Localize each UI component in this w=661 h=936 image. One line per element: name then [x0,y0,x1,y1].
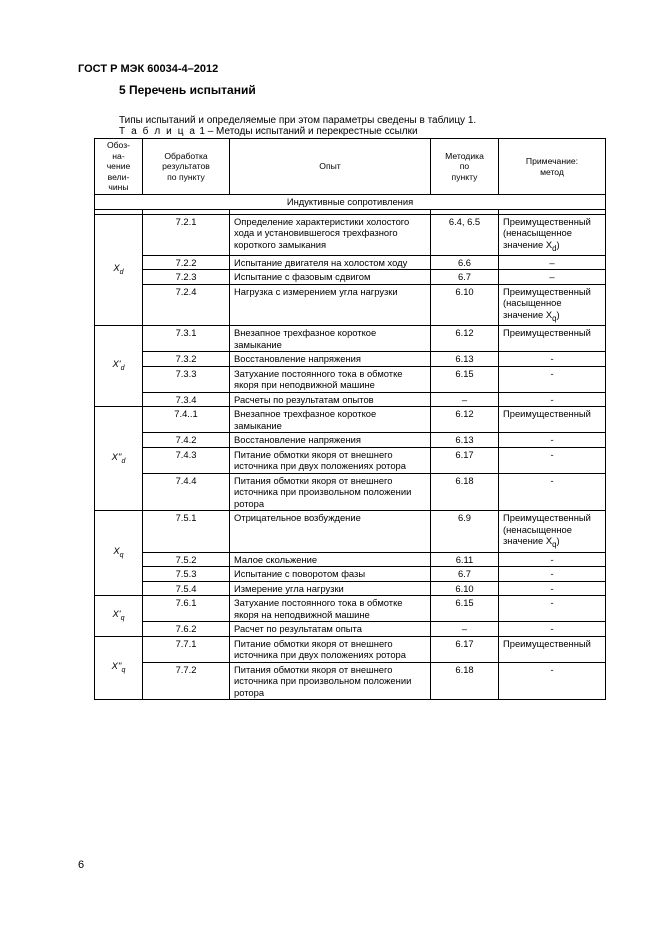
symbol-cell [95,407,143,511]
processing-cell: 7.2.2 [143,255,230,270]
processing-cell: 7.4..1 [143,407,230,433]
symbol-cell [95,326,143,407]
note-cell: - [499,622,606,637]
table-row [95,473,606,511]
document-header: ГОСТ Р МЭК 60034-4–2012 [78,63,219,75]
method-cell: 6.11 [431,552,499,567]
processing-cell: 7.2.3 [143,270,230,285]
tests-table [94,138,606,700]
method-cell: 6.4, 6.5 [431,214,499,255]
processing-cell: 7.4.2 [143,433,230,448]
note-cell: - [499,567,606,582]
note-cell: - [499,433,606,448]
note-cell: - [499,596,606,622]
page-number: 6 [78,859,85,871]
method-cell: 6.15 [431,366,499,392]
note-cell: Преимущественный [499,636,606,662]
method-cell: 6.17 [431,447,499,473]
table-row [95,214,606,255]
processing-cell: 7.4.4 [143,473,230,511]
method-cell: 6.13 [431,352,499,367]
symbol-cell [95,214,143,326]
table-row [95,407,606,433]
table-header-row [95,139,606,195]
method-cell: 6.12 [431,407,499,433]
method-cell: 6.13 [431,433,499,448]
test-cell: Испытание с поворотом фазы [230,567,431,582]
table-row [95,326,606,352]
processing-cell: 7.5.3 [143,567,230,582]
table-row [95,511,606,552]
note-cell: Преимущественный [499,326,606,352]
col-header-method: Методика по пункту [431,139,499,195]
test-cell: Испытание двигателя на холостом ходу [230,255,431,270]
note-cell: Преимущественный (насыщенное значение $X_q$) [499,284,606,325]
processing-cell: 7.5.2 [143,552,230,567]
method-cell: 6.10 [431,284,499,325]
test-cell: Внезапное трехфазное короткое замыкание [230,407,431,433]
table-row [95,596,606,622]
test-cell: Восстановление напряжения [230,433,431,448]
symbol-main: X [113,545,120,556]
test-cell: Восстановление напряжения [230,352,431,367]
note-cell: – [499,255,606,270]
table-row [95,392,606,407]
symbol-subscript: q [120,614,125,622]
symbol-subscript: d [119,268,124,276]
method-cell: – [431,622,499,637]
processing-cell: 7.7.2 [143,662,230,700]
note-cell: Преимущественный (ненасыщенное значение $X_d$) [499,214,606,255]
method-cell: 6.18 [431,662,499,700]
processing-cell: 7.3.2 [143,352,230,367]
col-header-test: Опыт [230,139,431,195]
section-title: 5 Перечень испытаний [119,83,256,97]
intro-paragraph: Типы испытаний и определяемые при этом параметры сведены в таблицу 1. [119,115,477,126]
processing-cell: 7.4.3 [143,447,230,473]
table-row [95,352,606,367]
table-row [95,270,606,285]
method-cell: 6.12 [431,326,499,352]
method-cell: 6.7 [431,270,499,285]
processing-cell: 7.3.1 [143,326,230,352]
note-cell: – [499,270,606,285]
test-cell: Питание обмотки якоря от внешнего источника при двух положениях ротора [230,636,431,662]
test-cell: Расчеты по результатам опытов [230,392,431,407]
note-cell: - [499,366,606,392]
symbol-cell [95,636,143,700]
test-cell: Затухание постоянного тока в обмотке якоря на неподвижной машине [230,596,431,622]
note-cell: - [499,392,606,407]
method-cell: 6.10 [431,581,499,596]
note-cell: - [499,352,606,367]
method-cell: 6.18 [431,473,499,511]
test-cell: Определение характеристики холостого хода и установившегося трехфазного короткого замыкания [230,214,431,255]
symbol-cell [95,596,143,637]
symbol-subscript: d [120,364,125,372]
col-header-processing: Обработка результатов по пункту [143,139,230,195]
method-cell: 6.17 [431,636,499,662]
test-cell: Внезапное трехфазное короткое замыкание [230,326,431,352]
symbol-main: X' [112,358,121,370]
table-caption [119,126,418,137]
col-header-note: Примечание: метод [499,139,606,195]
processing-cell: 7.5.4 [143,581,230,596]
method-cell: 6.7 [431,567,499,582]
table-row [95,447,606,473]
note-cell: Преимущественный (ненасыщенное значение $X_q$) [499,511,606,552]
col-header-designation: Обоз- на- чение вели- чины [95,139,143,195]
section-row [95,195,606,210]
table-row [95,622,606,637]
test-cell: Отрицательное возбуждение [230,511,431,552]
note-cell: - [499,581,606,596]
method-cell: 6.6 [431,255,499,270]
processing-cell: 7.3.3 [143,366,230,392]
test-cell: Измерение угла нагрузки [230,581,431,596]
method-cell: 6.15 [431,596,499,622]
processing-cell: 7.2.1 [143,214,230,255]
note-cell: - [499,662,606,700]
symbol-main: X [113,261,120,273]
symbol-subscript: d [121,457,126,465]
test-cell: Питания обмотки якоря от внешнего источника при произвольном положении ротора [230,662,431,700]
table-row [95,567,606,582]
note-cell: Преимущественный [499,407,606,433]
symbol-cell [95,511,143,596]
test-cell: Малое скольжение [230,552,431,567]
method-cell: – [431,392,499,407]
table-row [95,552,606,567]
table-row [95,366,606,392]
method-cell: 6.9 [431,511,499,552]
test-cell: Питания обмотки якоря от внешнего источника при произвольном положении ротора [230,473,431,511]
table-row [95,255,606,270]
processing-cell: 7.3.4 [143,392,230,407]
processing-cell: 7.6.2 [143,622,230,637]
section-label: Индуктивные сопротивления [95,195,606,210]
test-cell: Затухание постоянного тока в обмотке якоря при неподвижной машине [230,366,431,392]
table-row [95,433,606,448]
processing-cell: 7.5.1 [143,511,230,552]
symbol-subscript: q [121,666,126,674]
note-cell: - [499,552,606,567]
test-cell: Расчет по результатам опыта [230,622,431,637]
symbol-subscript: q [119,551,124,559]
note-cell: - [499,473,606,511]
symbol-main: X'' [111,450,122,462]
test-cell: Питание обмотки якоря от внешнего источника при двух положениях ротора [230,447,431,473]
symbol-main: X' [112,607,121,619]
test-cell: Испытание с фазовым сдвигом [230,270,431,285]
processing-cell: 7.6.1 [143,596,230,622]
note-cell: - [499,447,606,473]
processing-cell: 7.7.1 [143,636,230,662]
table-caption-text: 1 – Методы испытаний и перекрестные ссылки [196,126,418,137]
table-body [95,214,606,700]
processing-cell: 7.2.4 [143,284,230,325]
table-caption-label: Т а б л и ц а [119,126,197,137]
symbol-main: X'' [111,659,122,671]
test-cell: Нагрузка с измерением угла нагрузки [230,284,431,325]
table-row [95,284,606,325]
table-row [95,636,606,662]
table-row [95,662,606,700]
table-row [95,581,606,596]
